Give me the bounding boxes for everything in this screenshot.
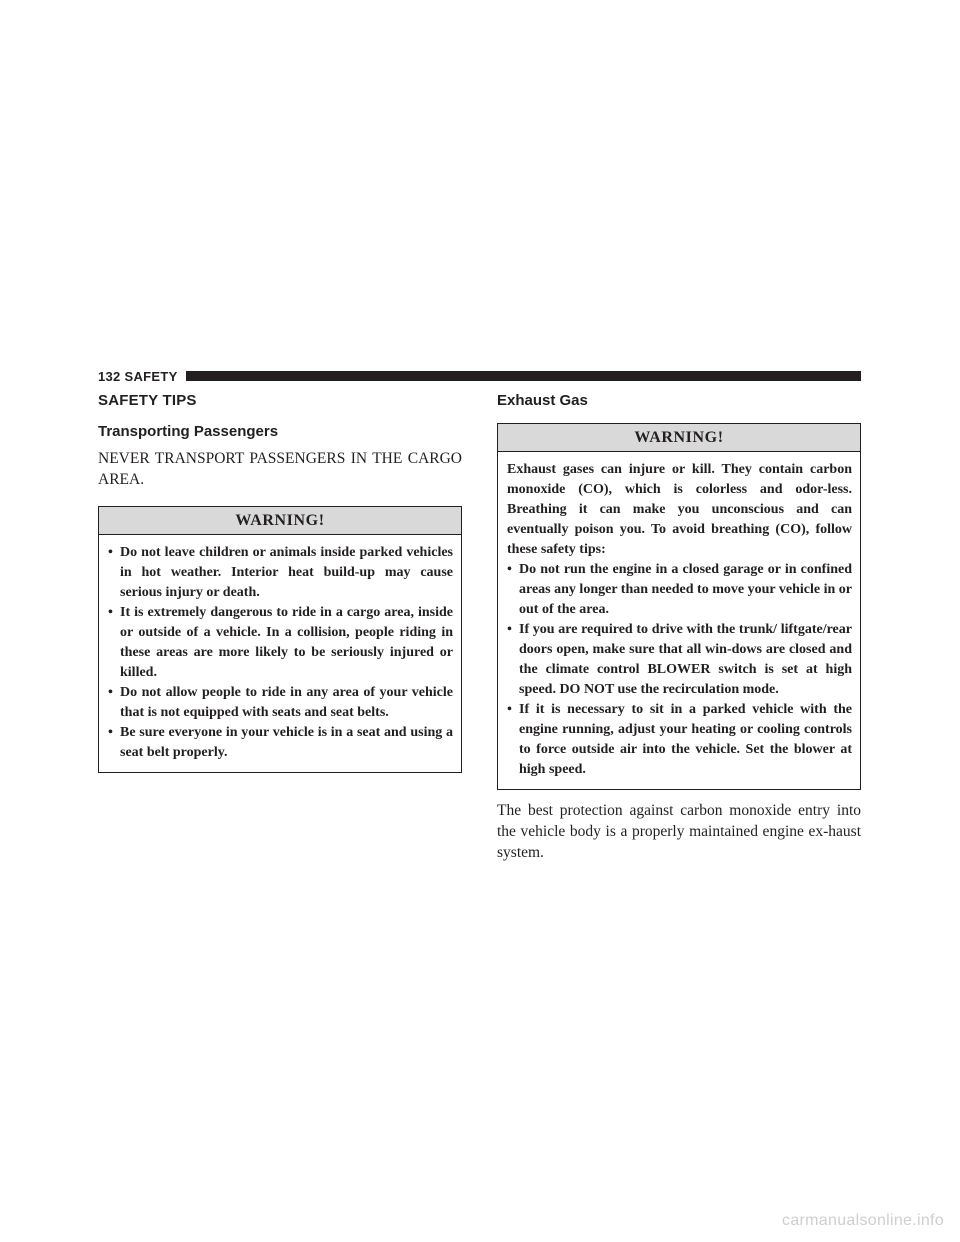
warning-title: WARNING!	[99, 507, 461, 535]
warning-item: • Do not leave children or animals inside parked vehicles in hot weather. Interior heat build-up may cause serious injury or death.	[108, 545, 453, 600]
section-title: SAFETY TIPS	[98, 392, 197, 409]
subheading-exhaust-gas: Exhaust Gas	[497, 392, 588, 409]
header-rule	[186, 371, 861, 381]
warning-box-exhaust	[497, 423, 861, 790]
bullet-icon: •	[507, 622, 512, 637]
bullet-icon: •	[507, 702, 512, 717]
bullet-icon: •	[108, 725, 113, 740]
warning-item: • If you are required to drive with the trunk/ liftgate/rear doors open, make sure that all win-dows are closed and the climate control BLOWER switch is set at high speed. DO NOT use the recirculation mode.	[507, 622, 852, 697]
warning-item: • If it is necessary to sit in a parked vehicle with the engine running, adjust your heating or cooling controls to force outside air into the vehicle. Set the blower at high speed.	[507, 702, 852, 777]
warning-intro: Exhaust gases can injure or kill. They contain carbon monoxide (CO), which is colorless and odor-less. Breathing it can make you unconscious and can eventually poison you. To avoid breathing (CO), follow these safety tips:	[507, 462, 852, 557]
warning-title: WARNING!	[498, 424, 860, 452]
intro-paragraph: NEVER TRANSPORT PASSENGERS IN THE CARGO AREA.	[98, 450, 462, 488]
watermark-text: carmanualsonline.info	[782, 1212, 944, 1229]
warning-item: • Be sure everyone in your vehicle is in a seat and using a seat belt properly.	[108, 725, 453, 760]
warning-item: • It is extremely dangerous to ride in a cargo area, inside or outside of a vehicle. In a collision, people riding in these areas are more likely to be seriously injured or killed.	[108, 605, 453, 680]
warning-item: • Do not allow people to ride in any area of your vehicle that is not equipped with seats and seat belts.	[108, 685, 453, 720]
page-header	[98, 368, 861, 384]
bullet-icon: •	[108, 685, 113, 700]
subheading-transporting-passengers: Transporting Passengers	[98, 423, 279, 440]
warning-list	[108, 543, 453, 763]
page-number-label	[98, 369, 178, 384]
bullet-icon: •	[108, 545, 113, 560]
closing-paragraph: The best protection against carbon monoxide entry into the vehicle body is a properly maintained engine ex-haust system.	[497, 802, 861, 861]
warning-list	[507, 560, 852, 780]
section-name: SAFETY	[124, 368, 178, 384]
warning-body	[498, 452, 860, 789]
left-column	[98, 392, 462, 783]
warning-body	[99, 535, 461, 772]
bullet-icon: •	[108, 605, 113, 620]
page-number: 132	[98, 368, 121, 384]
bullet-icon: •	[507, 562, 512, 577]
warning-box-passengers	[98, 506, 462, 773]
right-column	[497, 392, 861, 879]
warning-item: • Do not run the engine in a closed garage or in confined areas any longer than needed to move your vehicle in or out of the area.	[507, 562, 852, 617]
